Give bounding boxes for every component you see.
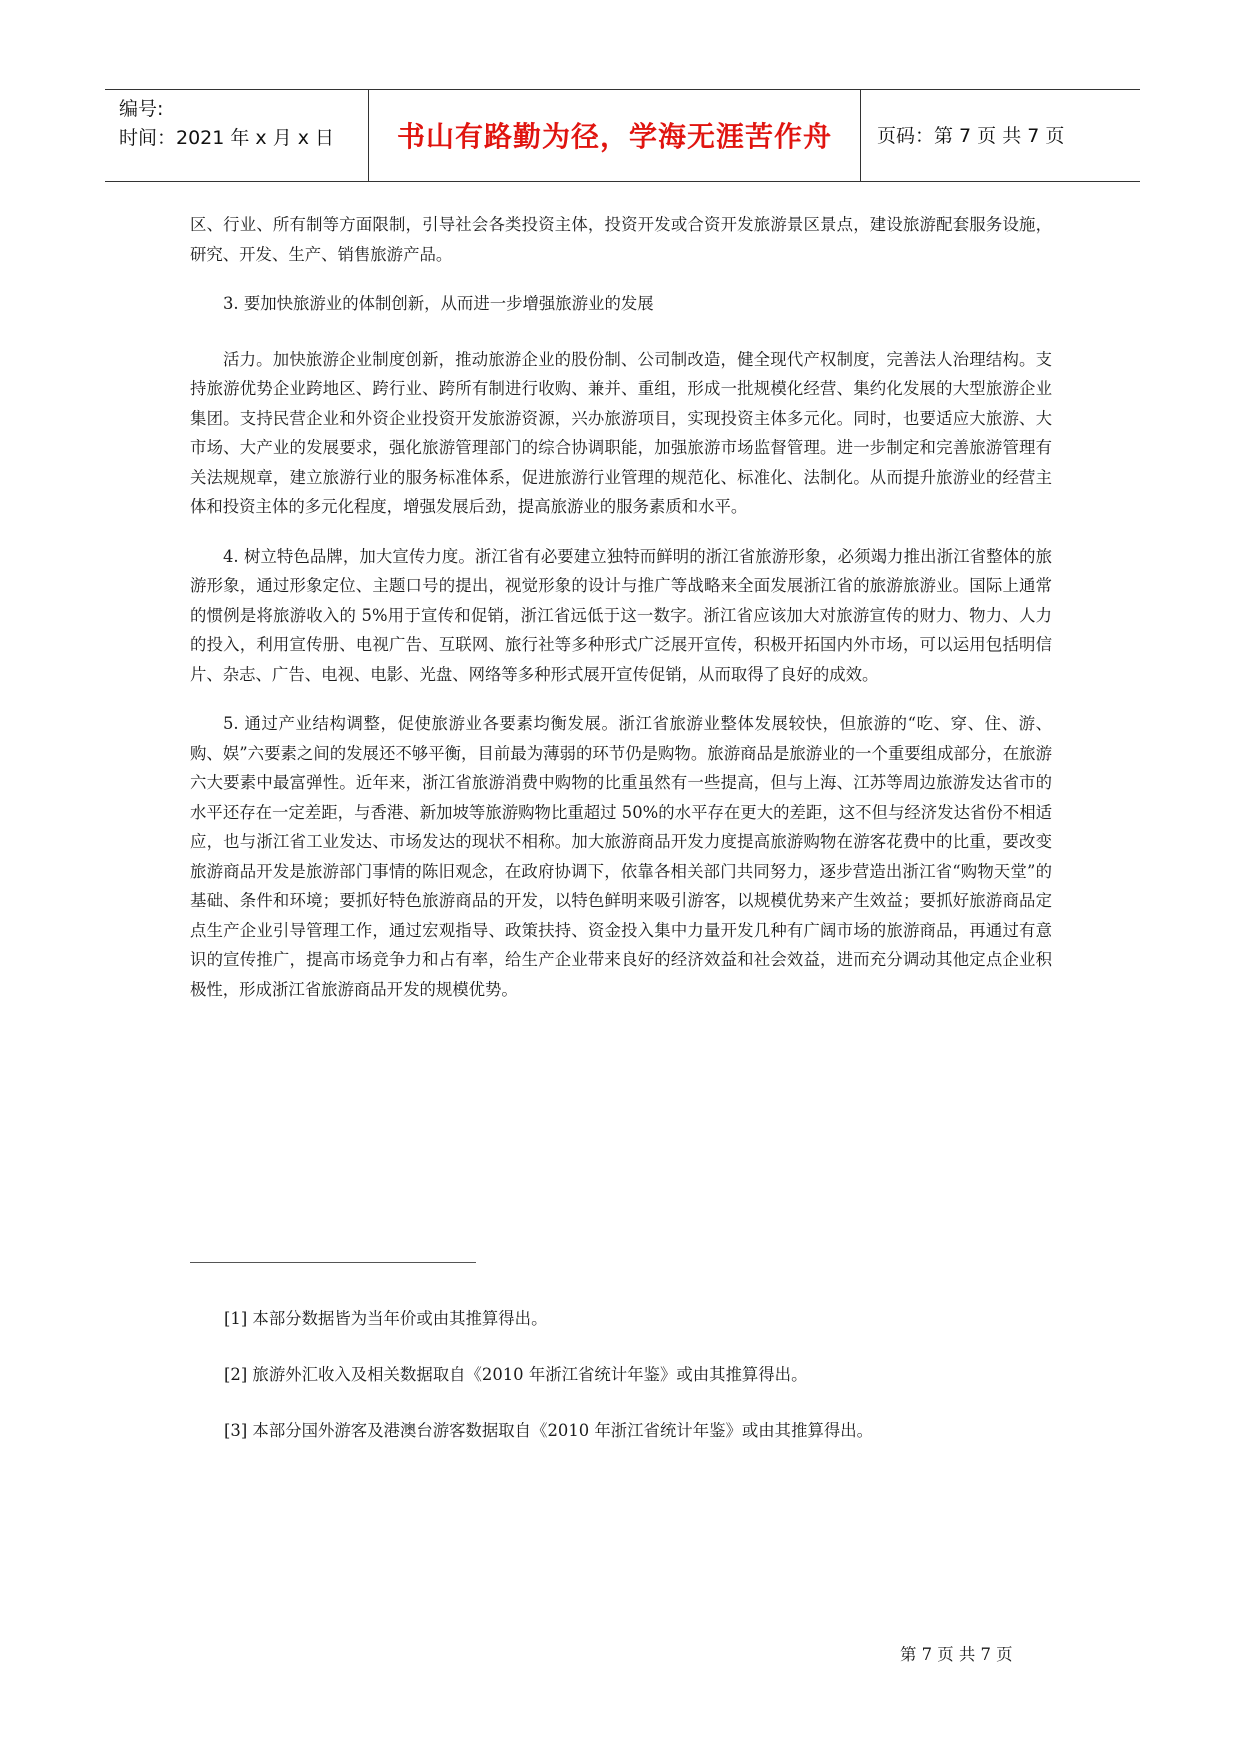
header-slogan: 书山有路勤为径，学海无涯苦作舟 bbox=[396, 120, 832, 153]
footnote-separator bbox=[190, 1262, 476, 1263]
header-page-number: 页码：第 7 页 共 7 页 bbox=[877, 125, 1065, 147]
page-header bbox=[105, 89, 1140, 182]
footnotes bbox=[224, 1304, 1044, 1472]
body-paragraph: 区、行业、所有制等方面限制，引导社会各类投资主体，投资开发或合资开发旅游景区景点，建设旅游配套服务设施，研究、开发、生产、销售旅游产品。 bbox=[190, 215, 1052, 264]
footnote-1: [1] 本部分数据皆为当年价或由其推算得出。 bbox=[224, 1309, 548, 1328]
body-paragraph-4: 4. 树立特色品牌，加大宣传力度。浙江省有必要建立独特而鲜明的浙江省旅游形象，必须竭力推出浙江省整体的旅游形象，通过形象定位、主题口号的提出，视觉形象的设计与推广等战略来全面发展浙江省的旅游旅游业。国际上通常的惯例是将旅游收入的 5%用于宣传和促销，浙江省远低于这一数字。浙江省应该加大对旅游宣传的财力、物力、人力的投入，利用宣传册、电视广告、互联网、旅行社等多种形式广泛展开宣传，积极开拓国内外市场，可以运用包括明信片、杂志、广告、电视、电影、光盘、网络等多种形式展开宣传促销，从而取得了良好的成效。 bbox=[190, 546, 1052, 684]
footnote-3: [3] 本部分国外游客及港澳台游客数据取自《2010 年浙江省统计年鉴》或由其推算得出。 bbox=[224, 1421, 874, 1440]
page-footer-number: 第 7 页 共 7 页 bbox=[900, 1645, 1013, 1664]
body-paragraph-5: 5. 通过产业结构调整，促使旅游业各要素均衡发展。浙江省旅游业整体发展较快，但旅游的“吃、穿、住、游、购、娱”六要素之间的发展还不够平衡，目前最为薄弱的环节仍是购物。旅游商品是旅游业的一个重要组成部分，在旅游六大要素中最富弹性。近年来，浙江省旅游消费中购物的比重虽然有一些提高，但与上海、江苏等周边旅游发达省市的水平还存在一定差距，与香港、新加坡等旅游购物比重超过 50%的水平存在更大的差距，这不但与经济发达省份不相适应，也与浙江省工业发达、市场发达的现状不相称。加大旅游商品开发力度提高旅游购物在游客花费中的比重，要改变旅游商品开发是旅游部门事情的陈旧观念，在政府协调下，依靠各相关部门共同努力，逐步营造出浙江省“购物天堂”的基础、条件和环境；要抓好特色旅游商品的开发，以特色鲜明来吸引游客，以规模优势来产生效益；要抓好旅游商品定点生产企业引导管理工作，通过宏观指导、政策扶持、资金投入集中力量开发几种有广阔市场的旅游商品，再通过有意识的宣传推广，提高市场竞争力和占有率，给生产企业带来良好的经济效益和社会效益，进而充分调动其他定点企业积极性，形成浙江省旅游商品开发的规模优势。 bbox=[190, 714, 1052, 999]
document-time-label: 时间：2021 年 x 月 x 日 bbox=[119, 127, 335, 149]
document-number-label: 编号: bbox=[119, 98, 164, 120]
body-paragraph: 活力。加快旅游企业制度创新，推动旅游企业的股份制、公司制改造，健全现代产权制度，完善法人治理结构。支持旅游优势企业跨地区、跨行业、跨所有制进行收购、兼并、重组，形成一批规模化经营、集约化发展的大型旅游企业集团。支持民营企业和外资企业投资开发旅游资源，兴办旅游项目，实现投资主体多元化。同时，也要适应大旅游、大市场、大产业的发展要求，强化旅游管理部门的综合协调职能，加强旅游市场监督管理。进一步制定和完善旅游管理有关法规规章，建立旅游行业的服务标准体系，促进旅游行业管理的规范化、标准化、法制化。从而提升旅游业的经营主体和投资主体的多元化程度，增强发展后劲，提高旅游业的服务素质和水平。 bbox=[190, 349, 1052, 516]
header-right-cell bbox=[861, 90, 1140, 181]
section-heading-3: 3. 要加快旅游业的体制创新，从而进一步增强旅游业的发展 bbox=[223, 294, 654, 313]
document-body bbox=[190, 210, 1052, 1024]
header-left-cell bbox=[105, 90, 369, 181]
footnote-2: [2] 旅游外汇收入及相关数据取自《2010 年浙江省统计年鉴》或由其推算得出。 bbox=[224, 1365, 808, 1384]
header-middle-cell bbox=[369, 90, 861, 181]
